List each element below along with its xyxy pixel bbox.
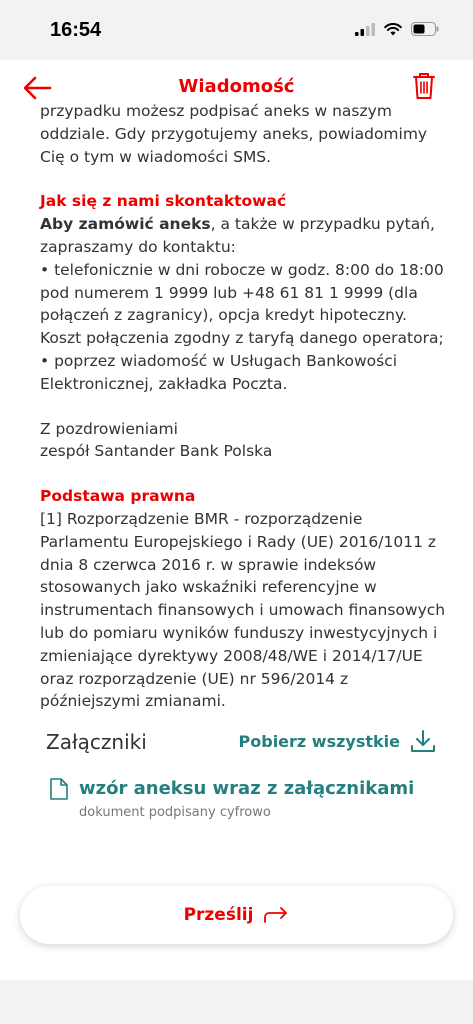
contact-text: , a także w przypadku pytań, zapraszamy do kontaktu: (40, 215, 435, 256)
page-title: Wiadomość (178, 76, 295, 97)
forward-button[interactable] (20, 886, 453, 944)
contact-bold-text: Aby zamówić aneks (40, 215, 211, 234)
message-body (40, 102, 450, 713)
download-all-label: Pobierz wszystkie (238, 731, 400, 751)
home-indicator-area (0, 980, 473, 1024)
document-icon (50, 778, 68, 800)
attachment-name[interactable]: wzór aneksu wraz z załącznikami (79, 778, 415, 799)
attachments-header (46, 728, 436, 758)
contact-intro (40, 213, 450, 259)
attachment-item[interactable] (50, 778, 440, 828)
wifi-icon (384, 23, 402, 36)
contact-section-title: Jak się z nami skontaktować (40, 192, 287, 211)
attachments-label: Załączniki (46, 730, 147, 754)
legal-text: [1] Rozporządzenie BMR - rozporządzenie Parlamentu Europejskiego i Rady (UE) 2016/1011 z dnia 8 czerwca 2016 r. w sprawie indeksów stosowanych jako wskaźniki referencyjne w instrumentach finansowych i umowach finansowych lub do pomiaru wyników funduszy inwestycyjnych i zmieniające dyrektywy 2008/48/WE i 2014/17/UE oraz rozporządzenie (UE) nr 596/2014 z późniejszymi zmianami. (40, 509, 446, 711)
download-all-button[interactable] (239, 728, 436, 754)
download-icon (410, 728, 436, 754)
message-paragraph: przypadku możesz podpisać aneks w naszym oddziale. Gdy przygotujemy aneks, powiadomimy Cię o tym w wiadomości SMS. (40, 102, 428, 166)
trash-icon[interactable] (413, 72, 435, 100)
status-bar (0, 0, 473, 60)
status-icons (355, 22, 439, 36)
greeting: Z pozdrowieniami zespół Santander Bank Polska (40, 419, 273, 461)
status-time: 16:54 (50, 19, 102, 41)
signal-icon (355, 23, 375, 36)
attachment-subtitle: dokument podpisany cyfrowo (79, 805, 271, 820)
battery-icon (411, 22, 439, 36)
legal-section-title: Podstawa prawna (40, 487, 196, 506)
contact-bullets: • telefonicznie w dni robocze w godz. 8:00 do 18:00 pod numerem 1 9999 lub +48 61 81 1 9999 (dla połączeń z zagranicy), opcja kredyt hipoteczny. Koszt połączenia zgodny z taryfą danego operatora; • poprzez wiadomość w Usługach Bankowości Elektronicznej, zakładka Poczta. (40, 260, 444, 393)
forward-label: Prześlij (183, 905, 254, 925)
forward-arrow-icon (263, 906, 289, 924)
